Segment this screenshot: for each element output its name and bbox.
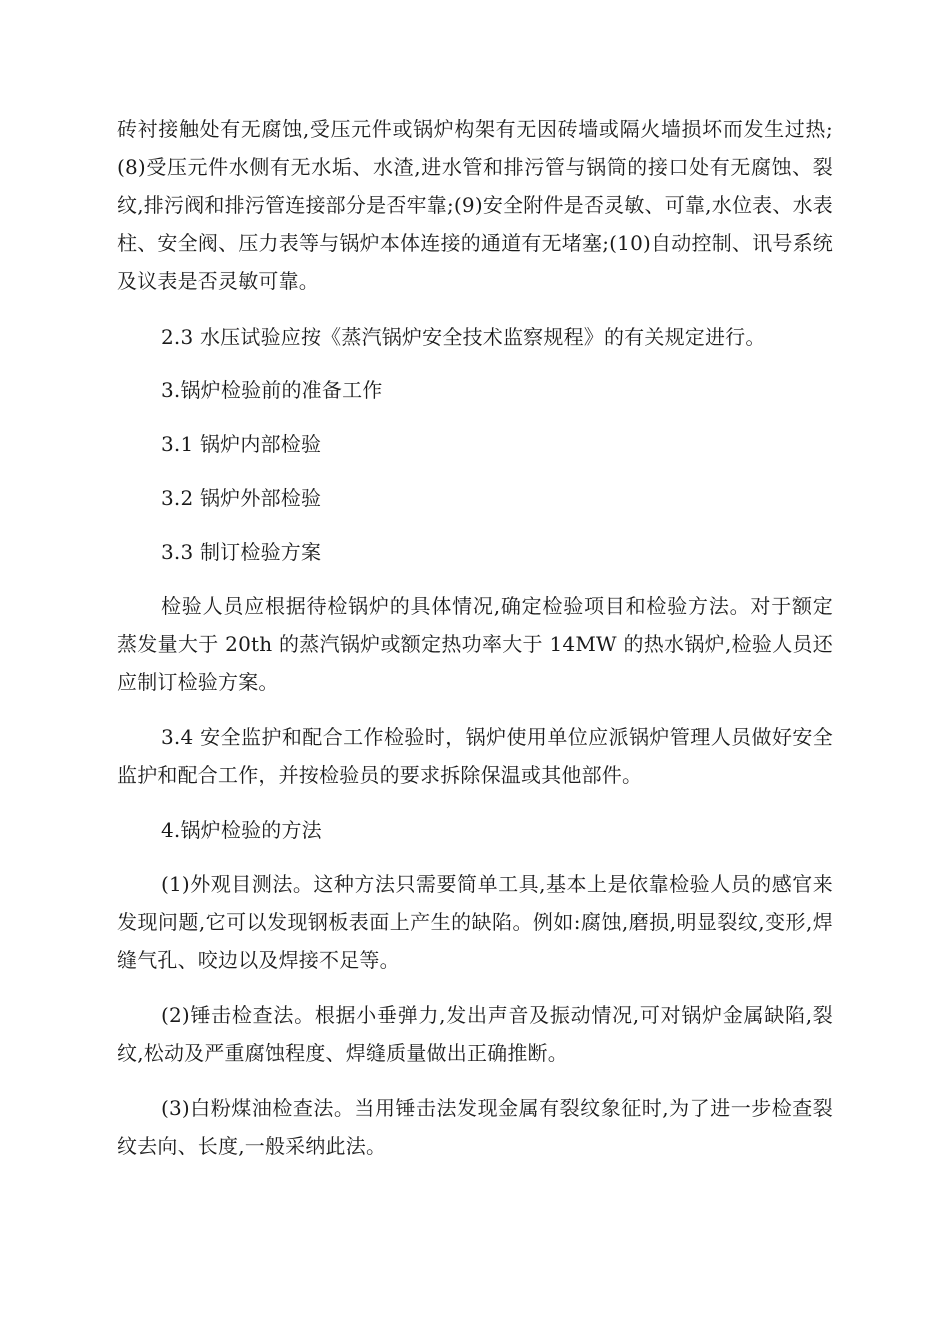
paragraph-safety-supervision: 3.4 安全监护和配合工作检验时，锅炉使用单位应派锅炉管理人员做好安全监护和配合工作，并按检验员的要求拆除保温或其他部件。 — [117, 725, 833, 787]
subsection-heading-external-inspection: 3.2 锅炉外部检验 — [161, 486, 322, 510]
paragraph-hydraulic-test: 2.3 水压试验应按《蒸汽锅炉安全技术监察规程》的有关规定进行。 — [161, 325, 766, 349]
paragraph-chalk-kerosene-method: (3)白粉煤油检查法。当用锤击法发现金属有裂纹象征时,为了进一步检查裂纹去向、长度,一般采纳此法。 — [117, 1096, 833, 1158]
subsection-heading-inspection-plan: 3.3 制订检验方案 — [161, 540, 322, 564]
paragraph-visual-inspection-method: (1)外观目测法。这种方法只需要简单工具,基本上是依靠检验人员的感官来发现问题,它可以发现钢板表面上产生的缺陷。例如:腐蚀,磨损,明显裂纹,变形,焊缝气孔、咬边以及焊接不足等。 — [117, 872, 833, 972]
paragraph-hammer-test-method: (2)锤击检查法。根据小垂弹力,发出声音及振动情况,可对锅炉金属缺陷,裂纹,松动及严重腐蚀程度、焊缝质量做出正确推断。 — [117, 1003, 833, 1065]
paragraph-inspection-items-continued: 砖衬接触处有无腐蚀,受压元件或锅炉构架有无因砖墙或隔火墙损坏而发生过热;(8)受压元件水侧有无水垢、水渣,进水管和排污管与锅筒的接口处有无腐蚀、裂纹,排污阀和排污管连接部分是否牢靠;(9)安全附件是否灵敏、可靠,水位表、水表柱、安全阀、压力表等与锅炉本体连接的通道有无堵塞;(10)自动控制、讯号系统及议表是否灵敏可靠。 — [117, 117, 833, 293]
paragraph-inspection-plan-body: 检验人员应根据待检锅炉的具体情况,确定检验项目和检验方法。对于额定蒸发量大于 20th 的蒸汽锅炉或额定热功率大于 14MW 的热水锅炉,检验人员还应制订检验方案。 — [117, 594, 833, 694]
section-heading-preparation: 3.锅炉检验前的准备工作 — [161, 378, 383, 402]
subsection-heading-internal-inspection: 3.1 锅炉内部检验 — [161, 432, 322, 456]
section-heading-inspection-methods: 4.锅炉检验的方法 — [161, 818, 322, 842]
